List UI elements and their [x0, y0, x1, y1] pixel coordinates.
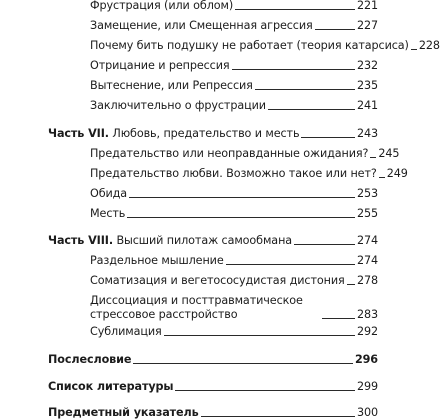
toc-entry[interactable] — [90, 99, 378, 113]
toc-entry-title: Предательство или неоправданные ожидания? — [90, 147, 369, 160]
toc-entry-title: Замещение, или Смещенная агрессия — [90, 19, 313, 32]
toc-section[interactable] — [48, 406, 378, 420]
dot-leader — [370, 157, 376, 158]
dot-leader — [133, 363, 353, 364]
toc-entry-title: Фрустрация (или облом) — [90, 0, 234, 12]
toc-section-title: Предметный указатель — [48, 406, 199, 419]
toc-entry-page: 283 — [356, 308, 378, 321]
toc-entry[interactable] — [90, 167, 408, 181]
toc-part-name: Любовь, предательство и месть — [112, 127, 300, 140]
toc-entry-page: 278 — [356, 274, 378, 287]
dot-leader — [232, 69, 355, 70]
toc-entry-title: Диссоциация и посттравматическое стрессовое расстройство — [90, 294, 303, 321]
toc-entry-title: Заключительно о фрустрации — [90, 99, 266, 112]
toc-entry-title: Обида — [90, 187, 128, 200]
dot-leader — [411, 49, 417, 50]
toc-entry-title: Месть — [90, 207, 126, 220]
toc-entry-title: Предательство любви. Возможно такое или нет? — [90, 167, 377, 180]
dot-leader — [129, 197, 355, 198]
toc-entry-title: Раздельное мышление — [90, 254, 224, 267]
toc-entry-page: 241 — [356, 99, 378, 112]
toc-section[interactable] — [48, 380, 378, 394]
toc-entry[interactable] — [90, 59, 378, 73]
toc-entry[interactable] — [90, 274, 378, 288]
toc-entry-page: 249 — [386, 167, 408, 180]
dot-leader — [175, 390, 354, 391]
toc-entry-page: 235 — [356, 79, 378, 92]
dot-leader — [268, 109, 355, 110]
dot-leader — [322, 318, 355, 319]
toc-part-label: Часть VII. — [48, 127, 109, 140]
dot-leader — [255, 89, 355, 90]
toc-section-title: Послесловие — [48, 353, 132, 366]
toc-entry-page: 228 — [418, 39, 440, 52]
toc-entry[interactable] — [90, 147, 400, 161]
toc-part-name: Высший пилотаж самообмана — [116, 234, 293, 247]
dot-leader — [347, 284, 355, 285]
toc-entry[interactable] — [90, 0, 378, 13]
dot-leader — [315, 29, 355, 30]
toc-entry[interactable] — [90, 325, 378, 339]
toc-entry-page: 300 — [356, 406, 378, 419]
toc-entry-page: 232 — [356, 59, 378, 72]
toc-section[interactable] — [48, 353, 378, 367]
toc-entry-title: Соматизация и вегетососудистая дистония — [90, 274, 345, 287]
toc-entry[interactable] — [90, 187, 378, 201]
toc-entry-title: Вытеснение, или Репрессия — [90, 79, 253, 92]
dot-leader — [164, 335, 355, 336]
toc-entry-page: 243 — [356, 127, 378, 140]
dot-leader — [127, 217, 355, 218]
dot-leader — [235, 9, 355, 10]
dot-leader — [301, 137, 354, 138]
toc-entry-page: 292 — [356, 325, 378, 338]
dot-leader — [226, 264, 355, 265]
toc-entry[interactable] — [90, 79, 378, 93]
toc-entry[interactable] — [90, 39, 440, 53]
toc-part-title — [48, 234, 292, 248]
toc-entry-page: 253 — [356, 187, 378, 200]
toc-part-heading[interactable] — [48, 234, 378, 248]
toc-entry-page: 296 — [354, 353, 378, 366]
toc-entry-title: Сублимация — [90, 325, 162, 338]
toc-entry-page: 221 — [356, 0, 378, 12]
toc-entry-page: 274 — [356, 234, 378, 247]
toc-entry[interactable] — [90, 19, 378, 33]
dot-leader — [294, 244, 355, 245]
toc-section-title: Список литературы — [48, 380, 174, 393]
toc-entry-page: 255 — [356, 207, 378, 220]
toc-entry[interactable] — [90, 294, 378, 322]
dot-leader — [379, 177, 385, 178]
dot-leader — [201, 416, 355, 417]
toc-part-title — [48, 127, 299, 141]
toc-entry-title: Отрицание и репрессия — [90, 59, 230, 72]
toc-part-label: Часть VIII. — [48, 234, 113, 247]
toc-entry-page: 274 — [356, 254, 378, 267]
toc-entry[interactable] — [90, 207, 378, 221]
toc-entry[interactable] — [90, 254, 378, 268]
toc-entry-page: 227 — [356, 19, 378, 32]
toc-part-heading[interactable] — [48, 127, 378, 141]
toc-entry-page: 299 — [356, 380, 378, 393]
toc-entry-page: 245 — [378, 147, 400, 160]
toc-entry-title: Почему бить подушку не работает (теория катарсиса) — [90, 39, 409, 52]
